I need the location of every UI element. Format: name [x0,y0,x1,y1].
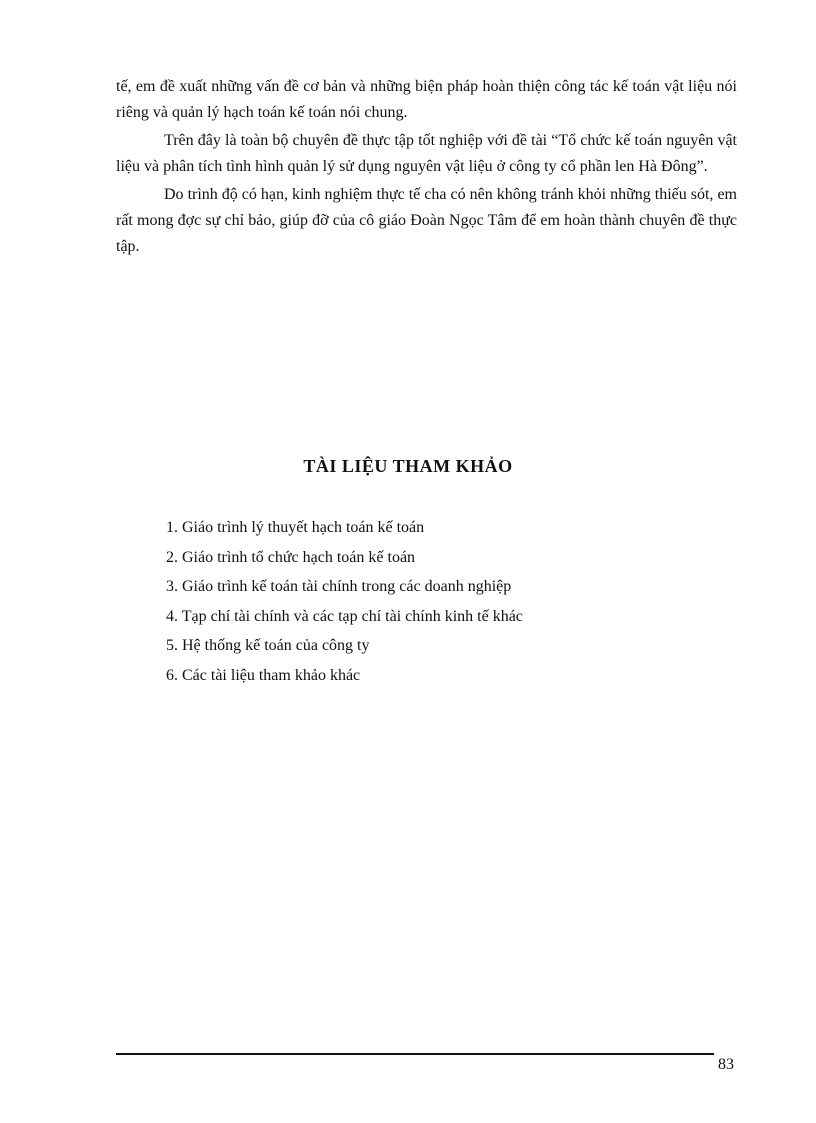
reference-item: 4. Tạp chí tài chính và các tạp chí tài chính kinh tế khác [166,607,523,625]
reference-item: 3. Giáo trình kế toán tài chính trong các doanh nghiệp [166,578,512,595]
paragraph-summary: Trên đây là toàn bộ chuyên đề thực tập tốt nghiệp với đề tài “Tổ chức kế toán nguyên vật liệu và phân tích tình hình quản lý sử dụng nguyên vật liệu ở công ty cổ phần len Hà Đông”. [116,132,737,175]
paragraph-acknowledgement: Do trình độ có hạn, kinh nghiệm thực tế cha có nên không tránh khỏi những thiếu sót, em rất mong đợc sự chỉ bảo, giúp đỡ của cô giáo Đoàn Ngọc Tâm để em hoàn thành chuyên đề thực tập. [116,186,737,255]
reference-item: 6. Các tài liệu tham khảo khác [166,666,361,684]
references-title: TÀI LIỆU THAM KHẢO [303,456,513,476]
footer-divider [116,1053,714,1055]
body-text [116,74,737,260]
reference-item: 2. Giáo trình tổ chức hạch toán kế toán [166,548,416,566]
reference-item: 5. Hệ thống kế toán của công ty [166,637,370,654]
paragraph-continuation: tế, em đề xuất những vấn đề cơ bản và những biện pháp hoàn thiện công tác kế toán vật liệu nói riêng và quản lý hạch toán kế toán nói chung. [116,78,737,121]
page-number: 83 [718,1056,734,1073]
reference-item: 1. Giáo trình lý thuyết hạch toán kế toán [166,519,425,536]
references-list [166,513,726,690]
